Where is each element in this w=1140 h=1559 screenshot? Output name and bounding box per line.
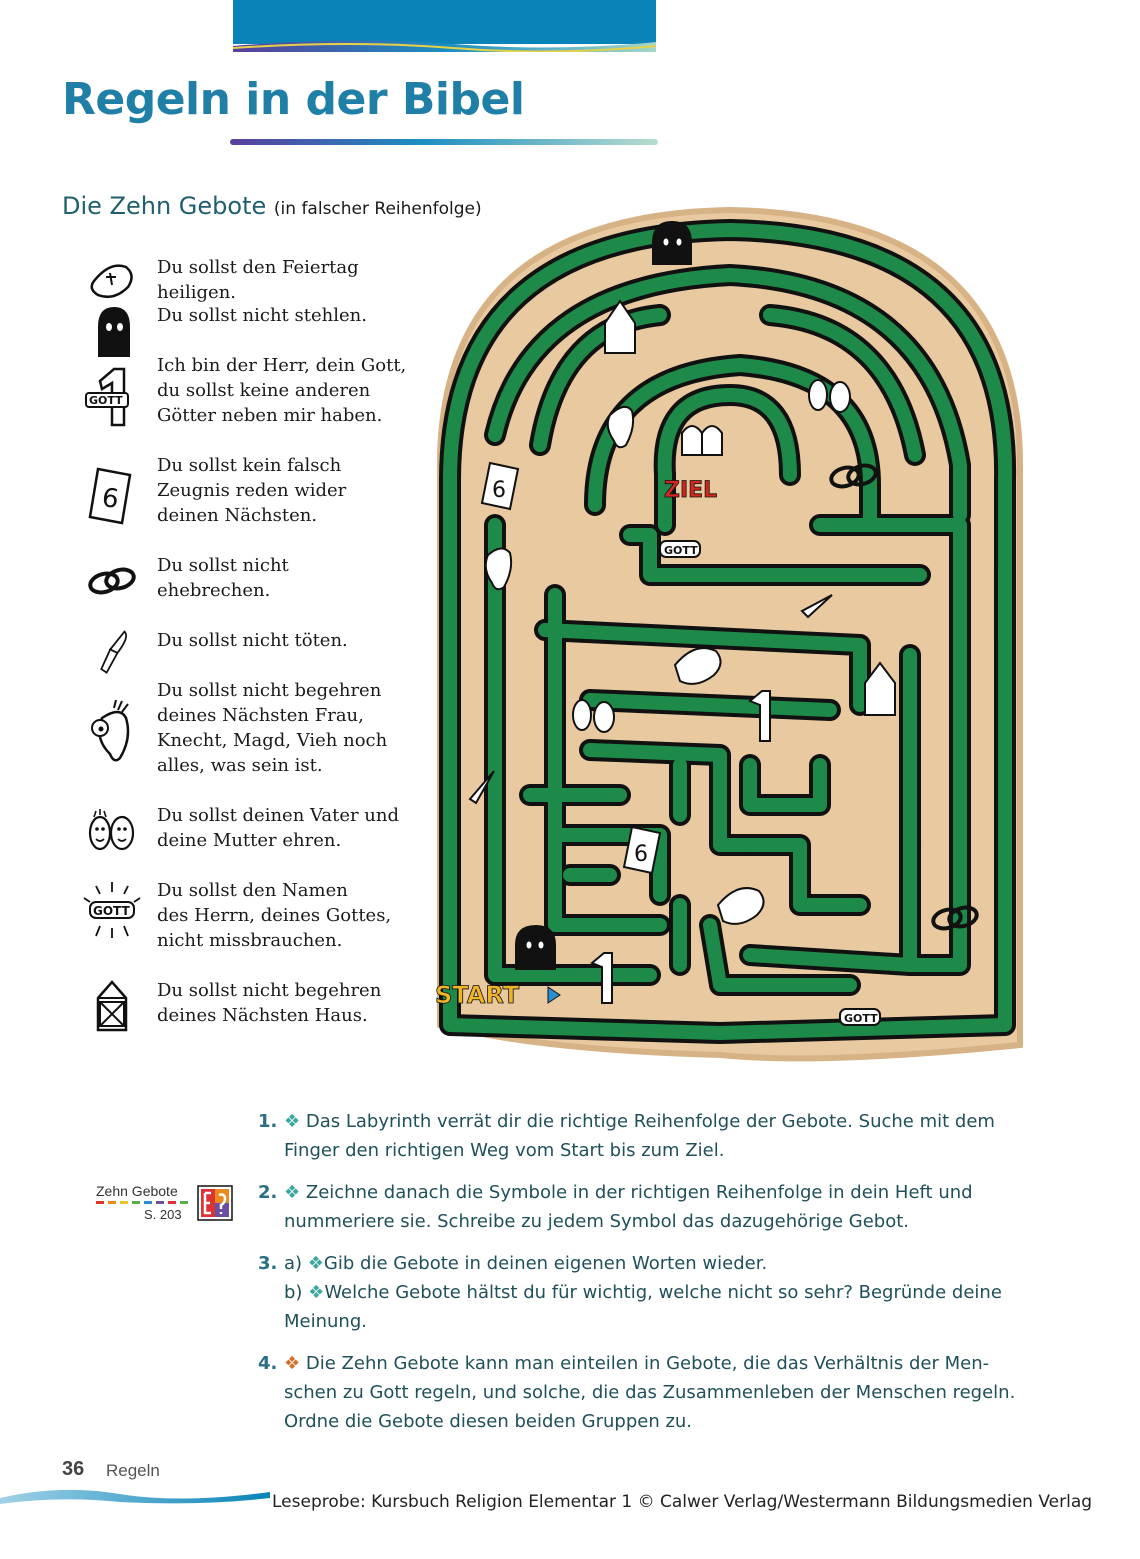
task-text: ❖ Zeichne danach die Symbole in der richtigen Reihenfolge in dein Heft und nummeriere sie. Schreibe zu jedem Symbol das dazugehörige Gebot. (284, 1182, 973, 1232)
section-heading (62, 192, 482, 220)
section-subtitle: (in falscher Reihenfolge) (273, 199, 482, 219)
difficulty-star-icon: ❖ (307, 1253, 324, 1274)
difficulty-star-icon: ❖ (284, 1182, 301, 1203)
svg-text:GOTT: GOTT (93, 904, 130, 918)
svg-text:6: 6 (634, 842, 648, 867)
commandment-text: Du sollst nicht töten. (157, 630, 348, 651)
svg-text:6: 6 (492, 478, 506, 503)
task-text: ❖ Das Labyrinth verrät dir die richtige Reihenfolge der Gebote. Suche mit dem Finger den richtigen Weg vom Start bis zum Ziel. (284, 1111, 995, 1161)
maze-goal-label (664, 478, 717, 503)
lexicon-logo-icon (197, 1185, 233, 1221)
commandment-text: Du sollst nicht begehren deines Nächsten Haus. (157, 980, 382, 1026)
commandment-text: Du sollst den Feiertag heiligen. (157, 257, 359, 303)
knife-icon (80, 628, 144, 678)
page-number: 36 (62, 1458, 85, 1480)
reference-dots (96, 1201, 188, 1204)
reference-label[interactable]: Zehn Gebote (96, 1183, 178, 1199)
house-icon (80, 978, 144, 1034)
one-gott-icon (80, 363, 144, 433)
difficulty-star-icon: ❖ (308, 1282, 325, 1303)
task-text: ❖ Die Zehn Gebote kann man einteilen in Gebote, die das Verhältnis der Men- schen zu Gott regeln, und solche, die das Zusammenleben der Menschen regeln. Ordne die Gebote diesen beiden Gruppen zu. (284, 1353, 1016, 1432)
svg-text:GOTT: GOTT (89, 394, 123, 407)
svg-text:GOTT: GOTT (844, 1012, 878, 1025)
svg-text:GOTT: GOTT (664, 544, 698, 557)
envious-face-icon (80, 698, 144, 768)
commandment-text: Du sollst nicht begehren deines Nächsten Frau, Knecht, Magd, Vieh noch alles, was sein ist. (157, 680, 388, 776)
commandment-text: Du sollst nicht stehlen. (157, 305, 367, 326)
commandment-text: Du sollst den Namen des Herrn, deines Gottes, nicht missbrauchen. (157, 880, 392, 951)
header-band (233, 0, 656, 52)
task-number: 2. (258, 1182, 278, 1203)
commandment-text: Du sollst kein falsch Zeugnis reden wider deinen Nächsten. (157, 455, 347, 526)
maze-illustration (420, 205, 1040, 1065)
footer-copyright: Leseprobe: Kursbuch Religion Elementar 1 © Calwer Verlag/Westermann Bildungsmedien Verlag (272, 1492, 1093, 1512)
reference-page: S. 203 (144, 1207, 182, 1222)
difficulty-star-icon: ❖ (284, 1353, 301, 1374)
commandment-text: Du sollst deinen Vater und deine Mutter ehren. (157, 805, 400, 851)
parents-faces-icon (80, 803, 144, 859)
footer-section: Regeln (106, 1461, 160, 1480)
task-2 (258, 1178, 1038, 1236)
maze-ghost-icon (652, 221, 692, 265)
svg-text:ZIEL: ZIEL (664, 478, 718, 503)
task-number: 1. (258, 1111, 278, 1132)
title-underline (230, 138, 658, 146)
task-4 (258, 1349, 1038, 1437)
svg-text:START: START (435, 981, 520, 1009)
section-title: Die Zehn Gebote (62, 192, 267, 220)
commandment-text: Ich bin der Herr, dein Gott, du sollst keine anderen Götter neben mir haben. (157, 355, 407, 426)
footer-wave (0, 1484, 270, 1508)
rings-icon (80, 553, 144, 609)
ghost-thief-icon (80, 303, 144, 359)
shining-gott-icon (80, 878, 144, 942)
task-number: 4. (258, 1353, 278, 1374)
maze-ghost-icon (515, 925, 556, 970)
task-text: a) ❖Gib die Gebote in deinen eigenen Worten wieder. b) ❖Welche Gebote hältst du für wichtig, welche nicht so sehr? Begründe deine Meinung. (284, 1253, 1002, 1332)
document-six-icon (80, 463, 144, 527)
page-title: Regeln in der Bibel (62, 74, 525, 125)
task-number: 3. (258, 1253, 278, 1274)
svg-text:6: 6 (99, 483, 121, 516)
task-1 (258, 1107, 1038, 1165)
commandment-text: Du sollst nicht ehebrechen. (157, 555, 289, 601)
task-3 (258, 1249, 1038, 1337)
difficulty-star-icon: ❖ (284, 1111, 301, 1132)
